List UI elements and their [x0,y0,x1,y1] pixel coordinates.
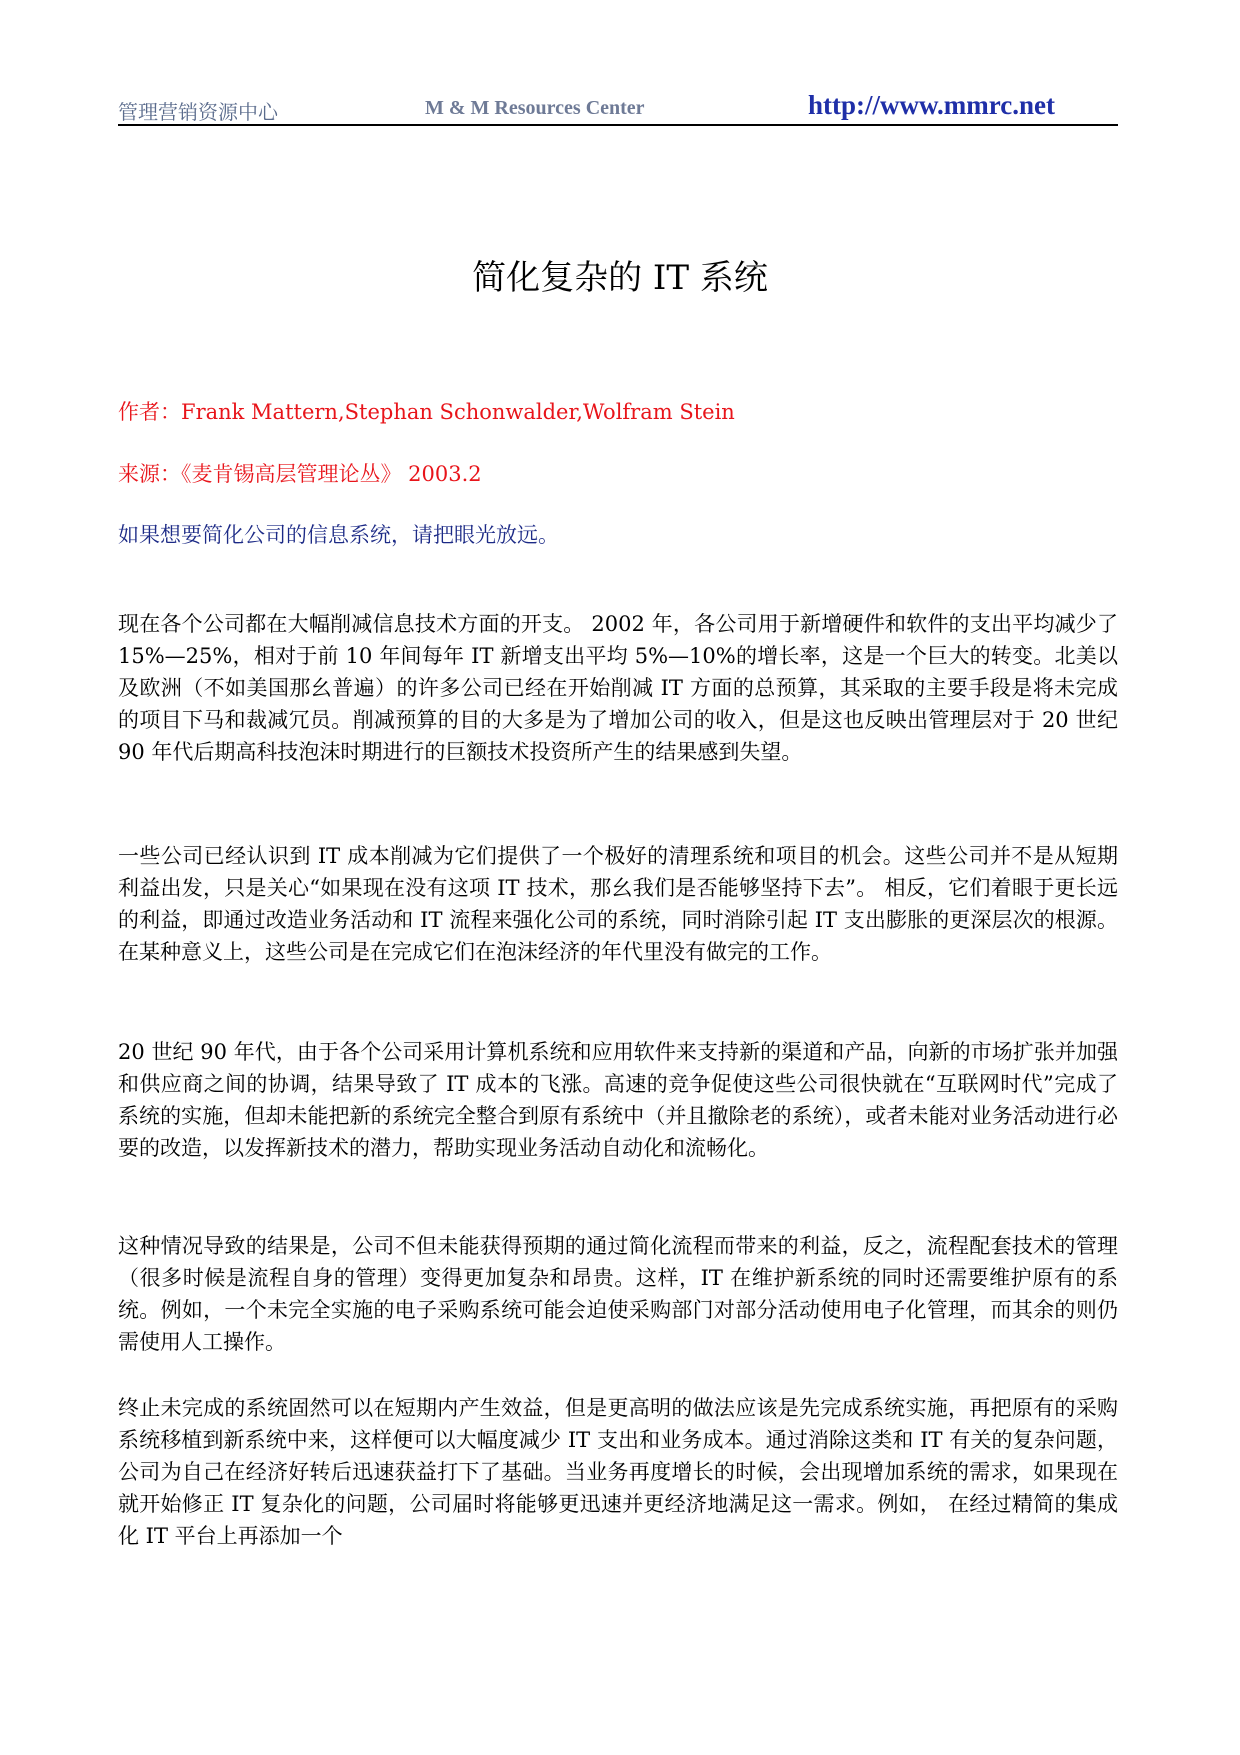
article-title: 简化复杂的 IT 系统 [472,258,768,298]
author-line: 作者：Frank Mattern,Stephan Schonwalder,Wolfram Stein [118,400,735,424]
paragraph-2: 一些公司已经认识到 IT 成本削减为它们提供了一个极好的清理系统和项目的机会。这些公司并不是从短期利益出发，只是关心“如果现在没有这项 IT 技术，那幺我们是否能够坚持下去”。 相反，它们着眼于更长远的利益，即通过改造业务活动和 IT 流程来强化公司的系统，同时消除引起 IT 支出膨胀的更深层次的根源。在某种意义上，这些公司是在完成它们在泡沫经济的年代里没有做完的工作。 [118,844,1118,964]
header-url-link[interactable]: http://www.mmrc.net [808,90,1055,120]
source-line: 来源：《麦肯锡高层管理论丛》 2003.2 [118,462,482,486]
paragraph-3: 20 世纪 90 年代，由于各个公司采用计算机系统和应用软件来支持新的渠道和产品，向新的市场扩张并加强和供应商之间的协调，结果导致了 IT 成本的飞涨。高速的竞争促使这些公司很快就在“互联网时代”完成了系统的实施，但却未能把新的系统完全整合到原有系统中（并且撤除老的系统），或者未能对业务活动进行必要的改造，以发挥新技术的潜力，帮助实现业务活动自动化和流畅化。 [118,1040,1118,1160]
header-center-name: M & M Resources Center [425,97,645,119]
header-org-name: 管理营销资源中心 [118,100,278,124]
paragraph-5: 终止未完成的系统固然可以在短期内产生效益，但是更高明的做法应该是先完成系统实施，再把原有的采购系统移植到新系统中来，这样便可以大幅度减少 IT 支出和业务成本。通过消除这类和 IT 有关的复杂问题，公司为自己在经济好转后迅速获益打下了基础。当业务再度增长的时候，会出现增加系统的需求，如果现在就开始修正 IT 复杂化的问题，公司届时将能够更迅速并更经济地满足这一需求。例如， 在经过精简的集成化 IT 平台上再添加一个 [118,1396,1118,1548]
paragraph-1: 现在各个公司都在大幅削减信息技术方面的开支。 2002 年，各公司用于新增硬件和软件的支出平均减少了 15%—25%，相对于前 10 年间每年 IT 新增支出平均 5%—10%的增长率，这是一个巨大的转变。北美以及欧洲（不如美国那幺普遍）的许多公司已经在开始削减 IT 方面的总预算，其采取的主要手段是将未完成的项目下马和裁减冗员。削减预算的目的大多是为了增加公司的收入，但是这也反映出管理层对于 20 世纪 90 年代后期高科技泡沫时期进行的巨额技术投资所产生的结果感到失望。 [118,612,1118,764]
lead-line: 如果想要简化公司的信息系统，请把眼光放远。 [118,523,559,547]
paragraph-4: 这种情况导致的结果是，公司不但未能获得预期的通过简化流程而带来的利益，反之，流程配套技术的管理（很多时候是流程自身的管理）变得更加复杂和昂贵。这样，IT 在维护新系统的同时还需要维护原有的系统。例如，一个未完全实施的电子采购系统可能会迫使采购部门对部分活动使用电子化管理，而其余的则仍需使用人工操作。 [118,1234,1118,1354]
page-header [118,84,1118,126]
